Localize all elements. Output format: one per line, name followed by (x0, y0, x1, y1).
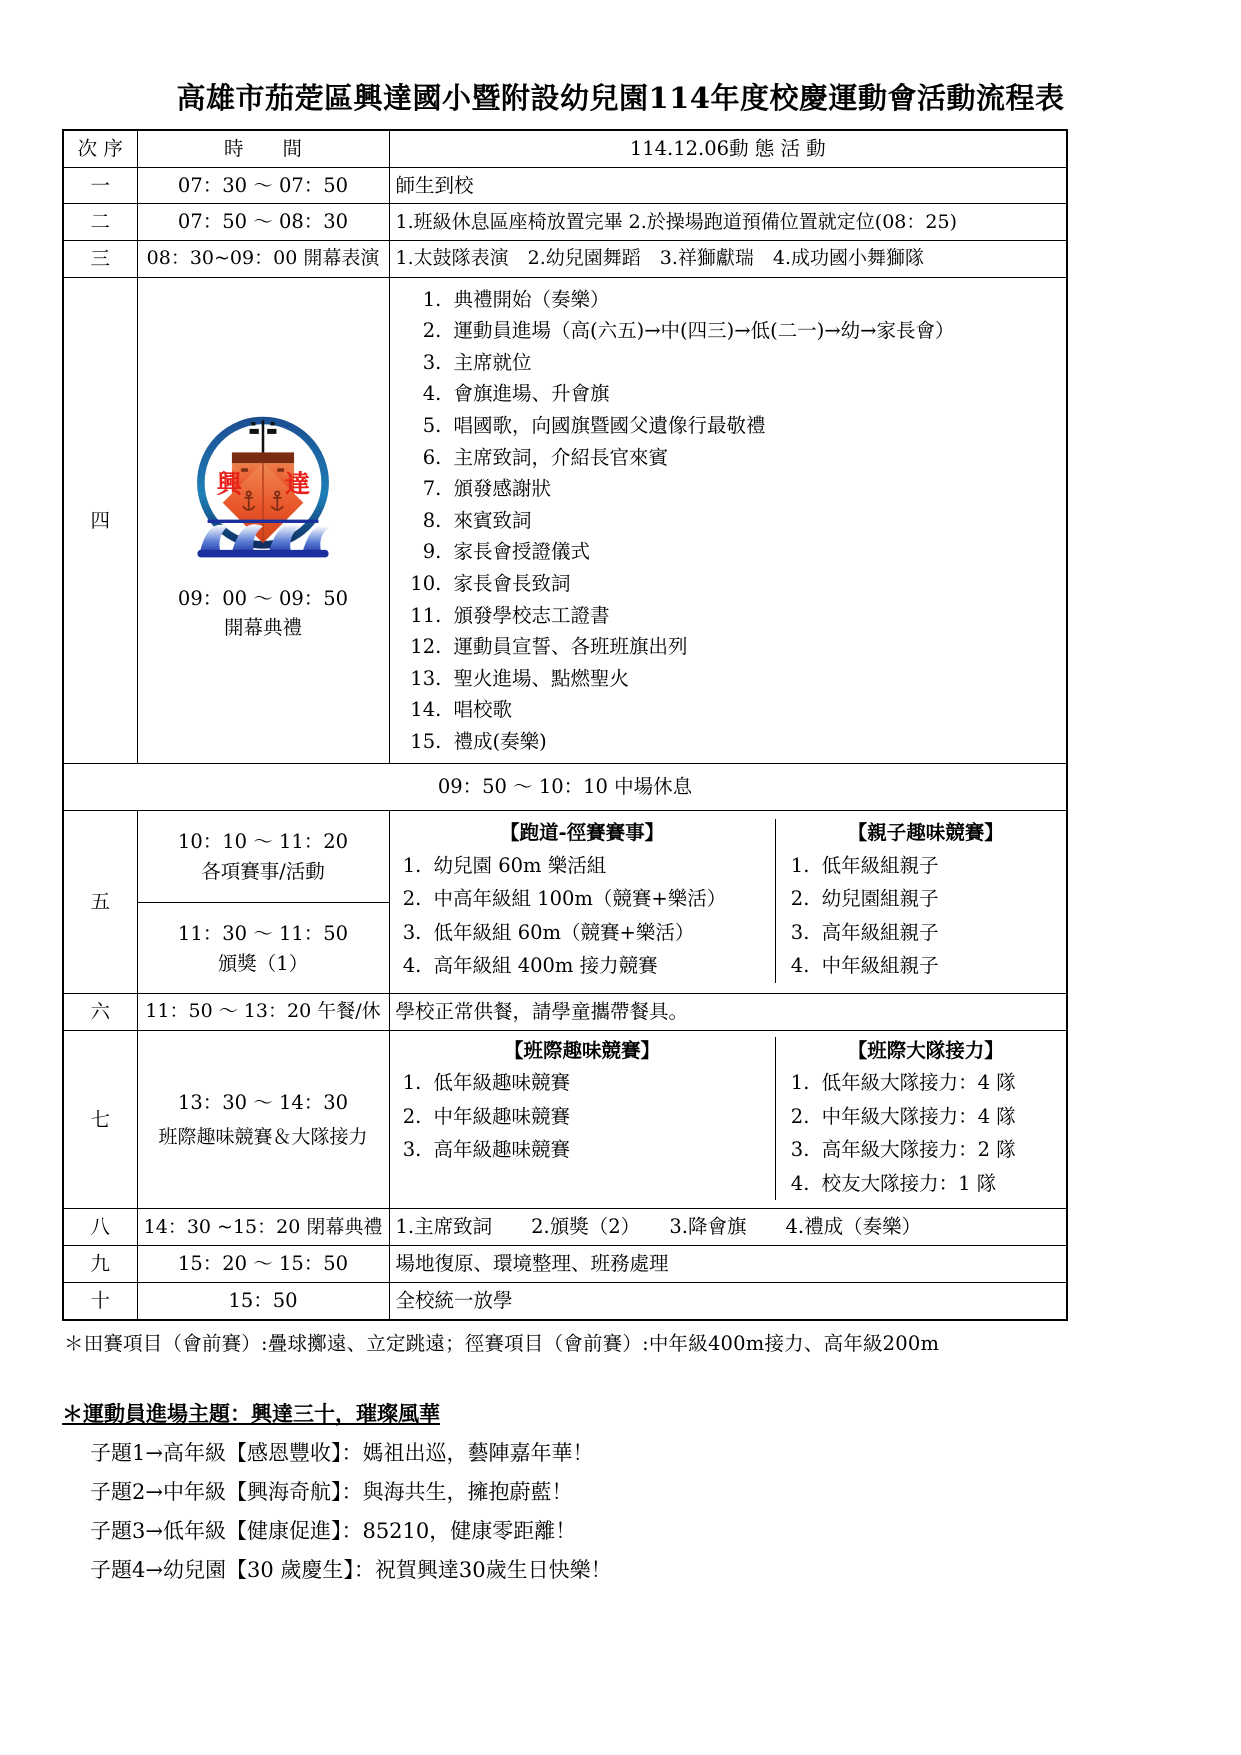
events-time-cell (137, 811, 389, 994)
list-item: 3. 主席就位 (448, 347, 1061, 379)
table-row (63, 204, 1067, 241)
list-item: 9. 家長會授證儀式 (448, 536, 1061, 568)
afternoon-row (63, 1030, 1067, 1209)
list-item: 1. 低年級大隊接力：4 隊 (816, 1066, 1066, 1100)
list-item: 7. 頒發感謝狀 (448, 473, 1061, 505)
list-item: 4. 高年級組 400m 接力競賽 (428, 949, 767, 983)
table-row (63, 241, 1067, 278)
events-detail-cell (389, 811, 1067, 994)
list-item: 1. 典禮開始（奏樂） (448, 284, 1061, 316)
list-item: 4. 會旗進場、升會旗 (448, 378, 1061, 410)
header-activity: 114.12.06動 態 活 動 (389, 130, 1067, 167)
row-seq: 一 (63, 167, 137, 204)
parade-theme-line: 子題4→幼兒園【30 歲慶生】：祝賀興達30歲生日快樂！ (90, 1557, 612, 1582)
row-activity: 師生到校 (389, 167, 1067, 204)
row-time: 14：30 ~15：20 閉幕典禮 (137, 1209, 389, 1246)
events-row (63, 811, 1067, 994)
row-activity: 全校統一放學 (389, 1282, 1067, 1319)
ceremony-time-range: 09：00 ～ 09：50 (177, 587, 349, 611)
ceremony-time (144, 584, 383, 643)
footnote-field-track-events: ＊田賽項目（會前賽）:疊球擲遠、立定跳遠；徑賽項目（會前賽）:中年級400m接力、高年級200m (64, 1331, 940, 1355)
row-seq: 八 (63, 1209, 137, 1246)
cleanup-row (63, 1246, 1067, 1283)
row-seq: 二 (63, 204, 137, 241)
row-time: 15：20 ～ 15：50 (137, 1246, 389, 1283)
row-activity: 1.班級休息區座椅放置完畢 2.於操場跑道預備位置就定位(08：25) (389, 204, 1067, 241)
track-events-column (390, 819, 776, 983)
list-item: 15. 禮成(奏樂) (448, 726, 1061, 758)
events-time-top-label: 各項賽事/活動 (201, 860, 325, 884)
row-time: 07：30 ～ 07：50 (137, 167, 389, 204)
header-seq: 次 序 (63, 130, 137, 167)
ceremony-list (396, 284, 1061, 758)
afternoon-time-range: 13：30 ～ 14：30 (177, 1091, 349, 1115)
list-item: 4. 中年級組親子 (816, 949, 1066, 983)
row-seq: 三 (63, 241, 137, 278)
schedule-table (62, 129, 1068, 1321)
list-item: 2. 幼兒園組親子 (816, 882, 1066, 916)
parade-theme-block (62, 1398, 1179, 1584)
closing-row (63, 1209, 1067, 1246)
row-seq: 九 (63, 1246, 137, 1283)
list-item: 3. 低年級組 60m（競賽+樂活） (428, 916, 767, 950)
logo-char-left: 興 (216, 469, 242, 500)
list-item: 1. 幼兒園 60m 樂活組 (428, 849, 767, 883)
list-item: 11. 頒發學校志工證書 (448, 600, 1061, 632)
events-time-top-range: 10：10 ～ 11：20 (177, 830, 349, 854)
parent-child-heading: 【親子趣味競賽】 (847, 821, 1004, 845)
relay-list (786, 1066, 1066, 1200)
list-item: 14. 唱校歌 (448, 694, 1061, 726)
row-activity: 場地復原、環境整理、班務處理 (389, 1246, 1067, 1283)
row-seq: 十 (63, 1282, 137, 1319)
row-seq: 六 (63, 993, 137, 1030)
opening-ceremony-row (63, 277, 1067, 764)
ceremony-program (389, 277, 1067, 764)
row-seq: 五 (63, 811, 137, 994)
list-item: 12. 運動員宣誓、各班班旗出列 (448, 631, 1061, 663)
relay-column (775, 1037, 1066, 1201)
page-title: 高雄市茄萣區興達國小暨附設幼兒園114年度校慶運動會活動流程表 (176, 81, 1065, 115)
row-time-with-logo (137, 277, 389, 764)
break-row (63, 764, 1067, 811)
row-seq: 七 (63, 1030, 137, 1209)
events-subtable (390, 819, 1067, 983)
afternoon-time-label: 班際趣味競賽＆大隊接力 (158, 1125, 368, 1148)
class-fun-list (398, 1066, 767, 1167)
parent-child-list (786, 849, 1066, 983)
list-item: 2. 運動員進場（高(六五)→中(四三)→低(二一)→幼→家長會） (448, 315, 1061, 347)
row-time: 11：50 ～ 13：20 午餐/休 (137, 993, 389, 1030)
events-time-bottom (138, 903, 389, 993)
parade-theme-line: 子題3→低年級【健康促進】：85210，健康零距離！ (90, 1518, 577, 1543)
parade-theme-title-text: ＊運動員進場主題：興達三十，璀璨風華 (62, 1400, 440, 1426)
class-fun-heading: 【班際趣味競賽】 (504, 1038, 661, 1062)
list-item: 2. 中年級大隊接力：4 隊 (816, 1100, 1066, 1134)
parade-theme-title (62, 1398, 1179, 1428)
class-fun-column (390, 1037, 776, 1201)
list-item: 2. 中高年級組 100m（競賽+樂活） (428, 882, 767, 916)
ceremony-time-label: 開幕典禮 (223, 616, 302, 640)
table-header-row (63, 130, 1067, 167)
track-events-list (398, 849, 767, 983)
break-text: 09：50 ～ 10：10 中場休息 (63, 764, 1067, 811)
dismissal-row (63, 1282, 1067, 1319)
row-activity: 1.太鼓隊表演 2.幼兒園舞蹈 3.祥獅獻瑞 4.成功國小舞獅隊 (389, 241, 1067, 278)
row-time: 08：30~09：00 開幕表演 (137, 241, 389, 278)
list-item: 3. 高年級大隊接力：2 隊 (816, 1133, 1066, 1167)
afternoon-detail-cell (389, 1030, 1067, 1209)
list-item: 13. 聖火進場、點燃聖火 (448, 663, 1061, 695)
list-item: 8. 來賓致詞 (448, 505, 1061, 537)
list-item: 1. 低年級組親子 (816, 849, 1066, 883)
events-time-bottom-label: 頒獎（1） (217, 951, 309, 975)
header-time: 時 間 (137, 130, 389, 167)
row-time: 07：50 ～ 08：30 (137, 204, 389, 241)
parade-theme-line: 子題2→中年級【興海奇航】：與海共生，擁抱蔚藍！ (90, 1479, 573, 1504)
list-item: 2. 中年級趣味競賽 (428, 1100, 767, 1134)
parade-theme-line: 子題1→高年級【感恩豐收】：媽祖出巡，藝陣嘉年華！ (90, 1440, 594, 1465)
list-item: 6. 主席致詞，介紹長官來賓 (448, 442, 1061, 474)
list-item: 3. 高年級組親子 (816, 916, 1066, 950)
list-item: 10. 家長會長致詞 (448, 568, 1061, 600)
row-time: 15：50 (137, 1282, 389, 1319)
row-activity: 1.主席致詞 2.頒獎（2） 3.降會旗 4.禮成（奏樂） (389, 1209, 1067, 1246)
list-item: 5. 唱國歌，向國旗暨國父遺像行最敬禮 (448, 410, 1061, 442)
relay-heading: 【班際大隊接力】 (847, 1038, 1004, 1062)
lunch-row (63, 993, 1067, 1030)
row-seq: 四 (63, 277, 137, 764)
afternoon-subtable (390, 1037, 1067, 1201)
list-item: 4. 校友大隊接力：1 隊 (816, 1167, 1066, 1201)
school-logo (144, 398, 383, 584)
logo-char-right: 達 (284, 469, 311, 500)
school-emblem-icon (179, 402, 347, 570)
row-activity: 學校正常供餐，請學童攜帶餐具。 (389, 993, 1067, 1030)
track-events-heading: 【跑道-徑賽賽事】 (500, 821, 665, 845)
afternoon-time-cell (137, 1030, 389, 1209)
events-time-bottom-range: 11：30 ～ 11：50 (177, 921, 349, 945)
list-item: 1. 低年級趣味競賽 (428, 1066, 767, 1100)
table-row (63, 167, 1067, 204)
parent-child-events-column (775, 819, 1066, 983)
events-time-top (138, 811, 389, 902)
list-item: 3. 高年級趣味競賽 (428, 1133, 767, 1167)
